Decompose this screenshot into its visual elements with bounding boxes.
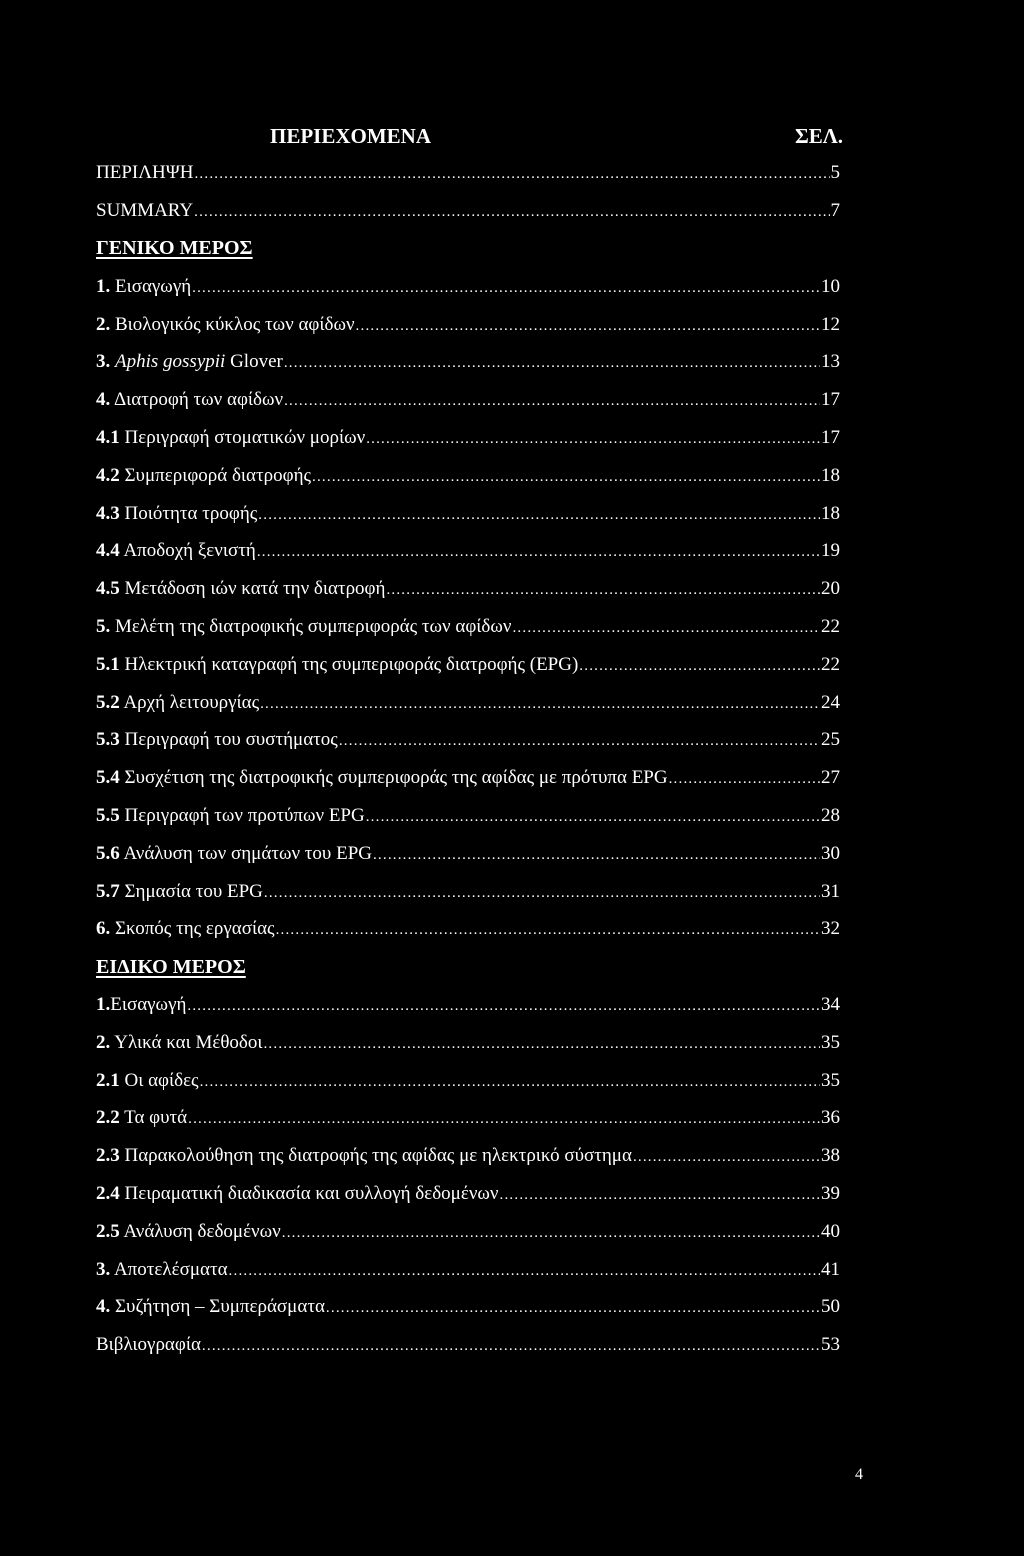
dot-leader xyxy=(284,352,820,371)
toc-entry-text: Αρχή λειτουργίας xyxy=(119,691,260,713)
toc-entry xyxy=(96,494,840,532)
toc-entry xyxy=(96,834,840,872)
toc-entry-number: 4.1 xyxy=(96,426,120,448)
toc-entry xyxy=(96,872,840,910)
toc-entry-label xyxy=(96,315,355,334)
toc-entry-text: Συμπεριφορά διατροφής xyxy=(119,464,312,486)
toc-entry-label xyxy=(96,1222,281,1241)
toc-entry-number: 4.2 xyxy=(96,464,120,486)
toc-entry-label xyxy=(96,504,257,523)
dot-leader xyxy=(258,504,820,523)
toc-entry xyxy=(96,1175,840,1213)
toc-entry-text: Περιγραφή του συστήματος xyxy=(119,729,338,751)
toc-entry-label xyxy=(96,1184,499,1203)
dot-leader xyxy=(366,806,820,825)
toc-entry-text: Υλικά και Μέθοδοι xyxy=(110,1031,263,1053)
toc-entry xyxy=(96,1326,840,1364)
toc-entry-text: Εισαγωγή xyxy=(110,275,192,297)
toc-entry-text: Περιγραφή στοματικών μορίων xyxy=(119,426,366,448)
toc-entry-page: 35 xyxy=(821,1031,840,1053)
toc-entry-label xyxy=(96,428,365,447)
toc-entry-page: 32 xyxy=(821,918,840,940)
toc-entry-label xyxy=(96,882,263,901)
toc-entry xyxy=(96,305,840,343)
toc-entry-page: 25 xyxy=(821,729,840,751)
toc-entry-label xyxy=(96,201,193,220)
toc-entry-number: 6. xyxy=(96,918,111,940)
dot-leader xyxy=(633,1146,820,1165)
toc-entry-number: 5.7 xyxy=(96,880,120,902)
toc-entry-text: Αποτελέσματα xyxy=(110,1258,228,1280)
toc-entry-label xyxy=(96,806,365,825)
toc-entry-number: 4.5 xyxy=(96,578,120,600)
toc-entry-page: 28 xyxy=(821,804,840,826)
toc-entry-label xyxy=(96,352,283,371)
toc-entry-number: 3. xyxy=(96,351,111,373)
dot-leader xyxy=(579,655,820,674)
dot-leader xyxy=(276,919,820,938)
toc-entry-text: Οι αφίδες xyxy=(119,1069,199,1091)
toc-entry xyxy=(96,154,840,192)
toc-entry-label xyxy=(96,390,283,409)
dot-leader xyxy=(669,768,820,787)
dot-leader xyxy=(312,466,820,485)
toc-header xyxy=(0,118,1024,152)
toc-entry-label xyxy=(96,541,256,560)
toc-entry-page: 31 xyxy=(821,880,840,902)
section-heading-label: ΓΕΝΙΚΟ ΜΕΡΟΣ xyxy=(96,237,253,260)
toc-section-heading xyxy=(96,948,840,986)
toc-entry-label xyxy=(96,1297,325,1316)
toc-entry-number: 2.1 xyxy=(96,1069,120,1091)
toc-entry-text: Βιολογικός κύκλος των αφίδων xyxy=(110,313,355,335)
toc-entry-page: 50 xyxy=(821,1296,840,1318)
toc-entry-page: 24 xyxy=(821,691,840,713)
toc-entry-number: 4. xyxy=(96,389,111,411)
toc-entry-number: 5. xyxy=(96,615,111,637)
toc-entry xyxy=(96,721,840,759)
toc-entry-number: 5.2 xyxy=(96,691,120,713)
toc-entry xyxy=(96,608,840,646)
toc-entry-number: 2. xyxy=(96,313,111,335)
toc-entry-page: 17 xyxy=(821,389,840,411)
toc-entry-text: Αποδοχή ξενιστή xyxy=(119,540,256,562)
dot-leader xyxy=(282,1222,820,1241)
toc-entry xyxy=(96,986,840,1024)
dot-leader xyxy=(194,201,829,220)
section-heading-label: ΕΙΔΙΚΟ ΜΕΡΟΣ xyxy=(96,955,246,978)
toc-entry-page: 7 xyxy=(830,200,840,222)
toc-entry-label xyxy=(96,277,191,296)
toc-entry-page: 22 xyxy=(821,615,840,637)
toc-entry xyxy=(96,343,840,381)
dot-leader xyxy=(386,579,820,598)
toc-entry-page: 35 xyxy=(821,1069,840,1091)
toc-entry xyxy=(96,419,840,457)
toc-entry-label xyxy=(96,995,186,1014)
dot-leader xyxy=(326,1297,820,1316)
toc-entry xyxy=(96,645,840,683)
toc-entry-label xyxy=(96,1033,262,1052)
toc-entry-page: 18 xyxy=(821,502,840,524)
toc-entry-number: 5.1 xyxy=(96,653,120,675)
toc-entry-number: 5.5 xyxy=(96,804,120,826)
toc-entry-page: 39 xyxy=(821,1182,840,1204)
toc-entry-label xyxy=(96,919,275,938)
toc-entry-text: Περιγραφή των προτύπων EPG xyxy=(119,804,365,826)
page-number: 4 xyxy=(855,1466,863,1483)
toc-entry-text: Πειραματική διαδικασία και συλλογή δεδομένων xyxy=(119,1182,499,1204)
toc-entry-label xyxy=(96,617,511,636)
toc-entry-label xyxy=(96,1108,187,1127)
toc-entry-text: Βιβλιογραφία xyxy=(96,1334,201,1356)
toc-entry-page: 17 xyxy=(821,426,840,448)
toc-entry-page: 53 xyxy=(821,1334,840,1356)
toc-entry-number: 2.5 xyxy=(96,1220,120,1242)
toc-entry-text: Ανάλυση των σημάτων του EPG xyxy=(119,842,372,864)
toc-entry-text: Παρακολούθηση της διατροφής της αφίδας με ηλεκτρικό σύστημα xyxy=(119,1145,632,1167)
toc-entry-number: 5.3 xyxy=(96,729,120,751)
toc-entry-label xyxy=(96,1260,228,1279)
toc-entry-page: 18 xyxy=(821,464,840,486)
dot-leader xyxy=(200,1071,820,1090)
dot-leader xyxy=(257,541,820,560)
toc-entry-label xyxy=(96,579,385,598)
dot-leader xyxy=(356,315,820,334)
dot-leader xyxy=(187,995,820,1014)
toc-entry-page: 27 xyxy=(821,767,840,789)
toc-entry-page: 19 xyxy=(821,540,840,562)
toc-entry xyxy=(96,1250,840,1288)
toc-entry xyxy=(96,1288,840,1326)
toc-entry xyxy=(96,267,840,305)
toc-entry-label xyxy=(96,655,578,674)
toc-entry-text: Ποιότητα τροφής xyxy=(119,502,258,524)
toc-entry xyxy=(96,456,840,494)
toc-entry-number: 2.4 xyxy=(96,1182,120,1204)
toc-entry-text: ΠΕΡΙΛΗΨΗ xyxy=(96,162,194,184)
toc-entry-number: 3. xyxy=(96,1258,111,1280)
toc-entry-text: Σημασία του EPG xyxy=(119,880,263,902)
toc-entry-label xyxy=(96,730,338,749)
toc-entry-label xyxy=(96,466,311,485)
toc-entry-text: Τα φυτά xyxy=(119,1107,188,1129)
toc-entry-label xyxy=(96,693,259,712)
toc-entry-page: 41 xyxy=(821,1258,840,1280)
toc-entry-text: Ανάλυση δεδομένων xyxy=(119,1220,281,1242)
toc-entry-page: 30 xyxy=(821,842,840,864)
toc-entry-number: 1. xyxy=(96,993,111,1015)
dot-leader xyxy=(192,277,820,296)
toc-entry-label xyxy=(96,163,193,182)
toc-entry-text: Ηλεκτρική καταγραφή της συμπεριφοράς διατροφής (EPG) xyxy=(119,653,579,675)
toc-entry-text: Εισαγωγή xyxy=(110,993,187,1015)
dot-leader xyxy=(373,844,820,863)
toc-entry-number: 4. xyxy=(96,1296,111,1318)
dot-leader xyxy=(229,1260,820,1279)
toc-entry-text: Μελέτη της διατροφικής συμπεριφοράς των αφίδων xyxy=(110,615,512,637)
dot-leader xyxy=(366,428,820,447)
toc-entry xyxy=(96,910,840,948)
toc-entry xyxy=(96,683,840,721)
toc-entry-page: 5 xyxy=(830,162,840,184)
toc-entry xyxy=(96,532,840,570)
toc-entry-label xyxy=(96,1071,199,1090)
toc-entry xyxy=(96,1099,840,1137)
toc-entry xyxy=(96,1212,840,1250)
toc-section-heading xyxy=(96,230,840,268)
dot-leader xyxy=(263,1033,820,1052)
dot-leader xyxy=(194,163,829,182)
toc-entry-text: Μετάδοση ιών κατά την διατροφή xyxy=(119,578,386,600)
toc-entry-text: SUMMARY xyxy=(96,200,194,222)
toc-page-column-label: ΣΕΛ. xyxy=(795,124,844,148)
toc-entry-page: 22 xyxy=(821,653,840,675)
toc-entry xyxy=(96,381,840,419)
toc-entry xyxy=(96,1023,840,1061)
dot-leader xyxy=(202,1335,820,1354)
toc-entry-text: Διατροφή των αφίδων xyxy=(110,389,284,411)
toc-entry-number: 1. xyxy=(96,275,111,297)
toc-entry-label xyxy=(96,768,668,787)
dot-leader xyxy=(284,390,820,409)
toc-entry-text: Glover xyxy=(225,351,283,373)
table-of-contents xyxy=(96,154,840,1364)
toc-entry-page: 34 xyxy=(821,993,840,1015)
toc-entry-page: 10 xyxy=(821,275,840,297)
dot-leader xyxy=(512,617,820,636)
toc-entry xyxy=(96,797,840,835)
toc-entry-number: 4.4 xyxy=(96,540,120,562)
dot-leader xyxy=(264,882,820,901)
dot-leader xyxy=(188,1108,820,1127)
toc-entry-text: Συζήτηση – Συμπεράσματα xyxy=(110,1296,325,1318)
dot-leader xyxy=(339,730,820,749)
toc-entry xyxy=(96,759,840,797)
toc-entry-number: 5.4 xyxy=(96,767,120,789)
toc-entry-page: 20 xyxy=(821,578,840,600)
toc-entry-label xyxy=(96,844,372,863)
toc-entry-number: 2.3 xyxy=(96,1145,120,1167)
toc-entry-label xyxy=(96,1335,201,1354)
toc-entry xyxy=(96,570,840,608)
toc-entry-number: 5.6 xyxy=(96,842,120,864)
toc-entry-page: 40 xyxy=(821,1220,840,1242)
toc-title: ΠΕΡΙΕΧΟΜΕΝΑ xyxy=(270,124,432,148)
dot-leader xyxy=(260,693,820,712)
dot-leader xyxy=(500,1184,820,1203)
toc-entry-text: Συσχέτιση της διατροφικής συμπεριφοράς της αφίδας με πρότυπα EPG xyxy=(119,767,668,789)
toc-entry-label xyxy=(96,1146,632,1165)
toc-entry-number: 2. xyxy=(96,1031,111,1053)
toc-entry-page: 38 xyxy=(821,1145,840,1167)
toc-entry-page: 36 xyxy=(821,1107,840,1129)
toc-entry-page: 12 xyxy=(821,313,840,335)
toc-entry-page: 13 xyxy=(821,351,840,373)
toc-entry-number: 4.3 xyxy=(96,502,120,524)
toc-entry xyxy=(96,1137,840,1175)
toc-entry-text: Σκοπός της εργασίας xyxy=(110,918,275,940)
toc-entry xyxy=(96,1061,840,1099)
toc-entry xyxy=(96,192,840,230)
toc-entry-italic-text: Aphis gossypii xyxy=(115,351,226,373)
toc-entry-number: 2.2 xyxy=(96,1107,120,1129)
